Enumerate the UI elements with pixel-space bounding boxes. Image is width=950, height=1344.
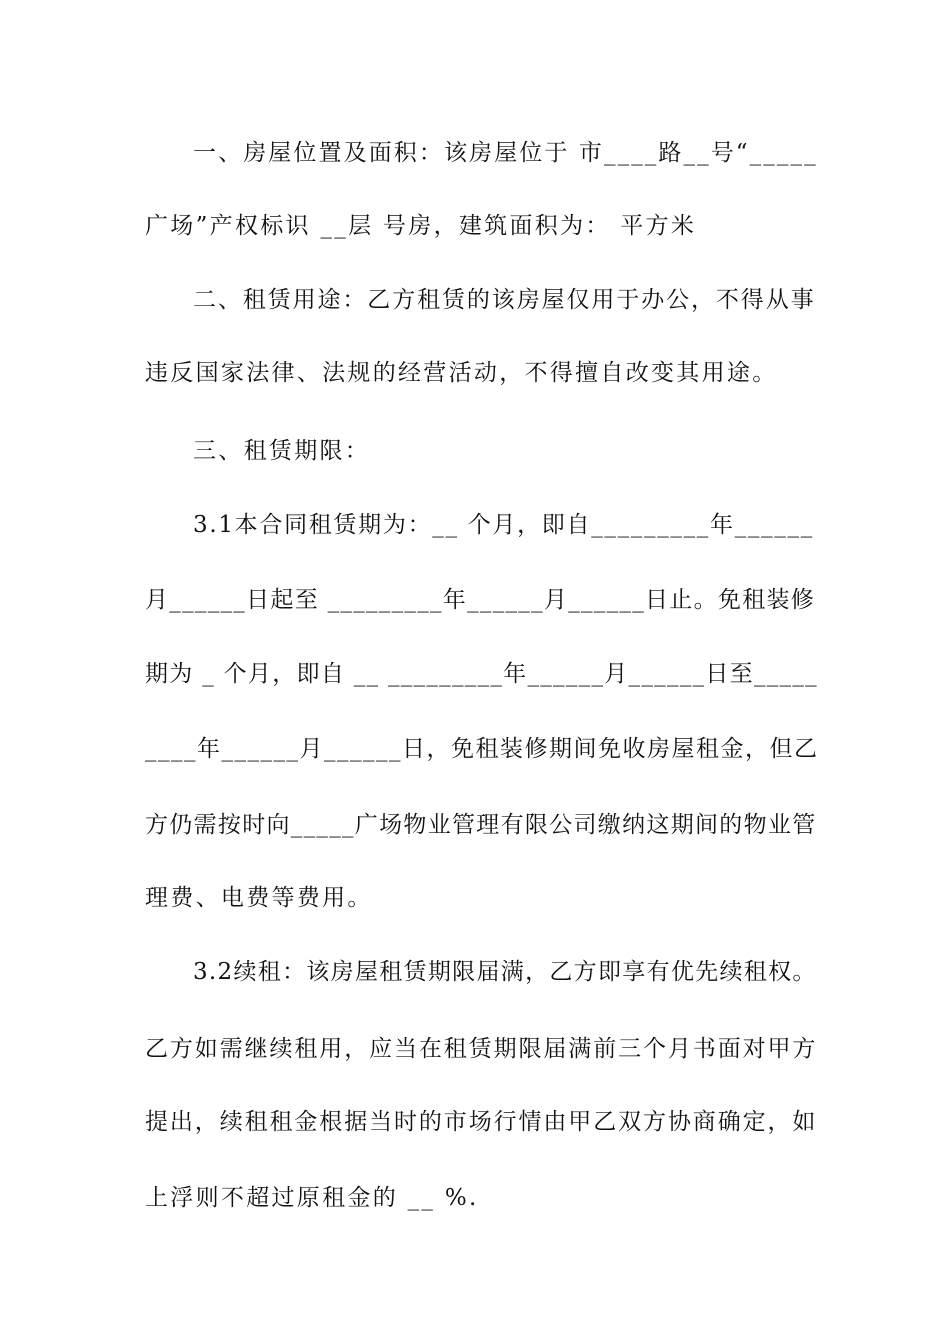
clause-3-1-line-1: 3.1本合同租赁期为：__ 个月，即自_________年______ — [193, 512, 814, 538]
clause-3-2-line-3: 提出，续租租金根据当时的市场行情由甲乙双方协商确定，如 — [145, 1109, 818, 1135]
clause-1-line-2: 广场”产权标识 __层 号房，建筑面积为： 平方米 — [145, 213, 697, 239]
clause-2-line-1: 二、租赁用途：乙方租赁的该房屋仅用于办公，不得从事 — [193, 287, 816, 313]
clause-3-1-line-3: 期为 _ 个月，即自 __ _________年______月______日至_____ — [145, 661, 818, 687]
clause-2-line-2: 违反国家法律、法规的经营活动，不得擅自改变其用途。 — [145, 360, 778, 386]
clause-1-line-1: 一、房屋位置及面积：该房屋位于 市____路__号“_____ — [193, 140, 818, 166]
clause-3-1-line-6: 理费、电费等费用。 — [145, 885, 373, 911]
clause-3-2-line-1: 3.2续租：该房屋租赁期限届满，乙方即享有优先续租权。 — [193, 959, 817, 985]
clause-3-2-line-2: 乙方如需继续租用，应当在租赁期限届满前三个月书面对甲方 — [145, 1036, 818, 1062]
clause-3-1-line-5: 方仍需按时向_____广场物业管理有限公司缴纳这期间的物业管 — [145, 812, 817, 838]
clause-3-1-line-4: ____年______月______日，免租装修期间免收房屋租金，但乙 — [145, 736, 819, 762]
clause-3-2-line-4: 上浮则不超过原租金的 __ %. — [145, 1185, 479, 1211]
clause-3-1-line-2: 月______日起至 _________年______月______日止。免租装修 — [145, 587, 816, 613]
clause-3-heading: 三、租赁期限： — [193, 438, 371, 464]
